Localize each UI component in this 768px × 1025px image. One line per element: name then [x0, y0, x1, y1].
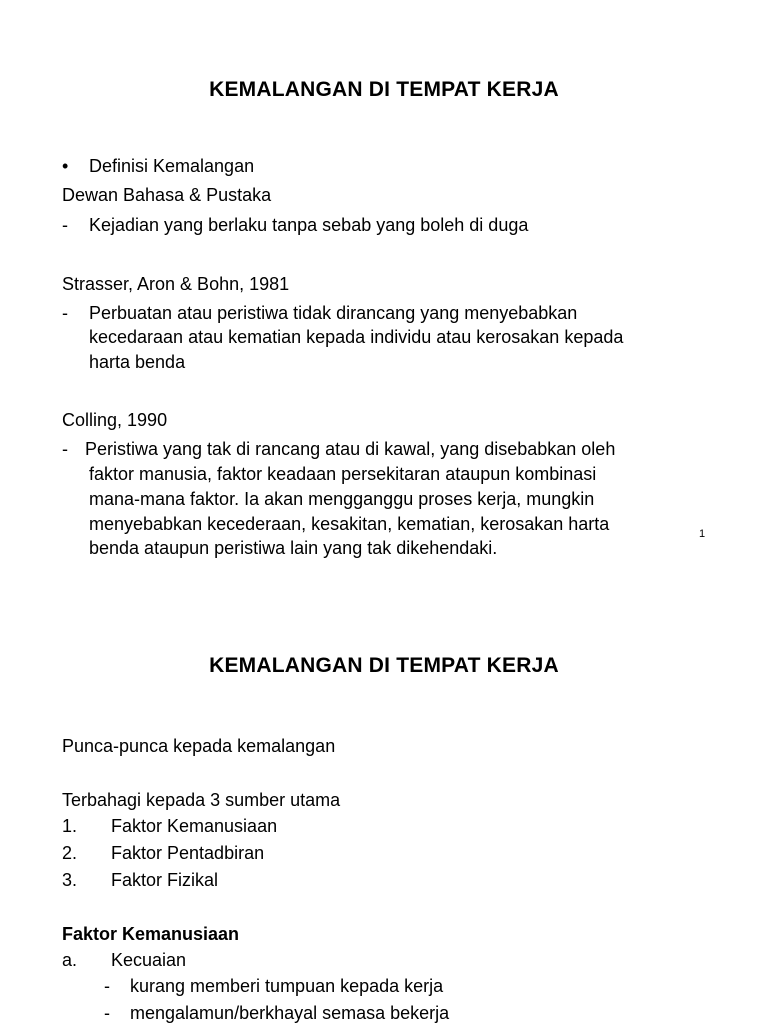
list-number: 3.: [62, 870, 78, 890]
item-text: Kecuaian: [111, 950, 187, 970]
list-number: 2.: [62, 843, 78, 863]
slide-title: KEMALANGAN DI TEMPAT KERJA: [209, 654, 559, 677]
source-colling: Colling, 1990: [62, 410, 168, 430]
sub-item: mengalamun/berkhayal semasa bekerja: [130, 1003, 450, 1023]
slide-title: KEMALANGAN DI TEMPAT KERJA: [209, 78, 559, 101]
item-letter: a.: [62, 950, 78, 970]
definition-strasser-line: harta benda: [89, 352, 186, 372]
dash-marker: -: [62, 215, 68, 235]
source-strasser: Strasser, Aron & Bohn, 1981: [62, 274, 290, 294]
bullet-text: Definisi Kemalangan: [89, 156, 255, 176]
section-heading: Faktor Kemanusiaan: [62, 924, 240, 944]
slide-2: [0, 600, 768, 1024]
definition-strasser-line: Perbuatan atau peristiwa tidak dirancang yang menyebabkan: [89, 303, 578, 323]
dash-marker: -: [62, 439, 68, 459]
definition-colling-line: Peristiwa yang tak di rancang atau di kawal, yang disebabkan oleh: [85, 439, 616, 459]
definition-colling-line: menyebabkan kecederaan, kesakitan, kematian, kerosakan harta: [89, 514, 610, 534]
source-dbp: Dewan Bahasa & Pustaka: [62, 185, 272, 205]
definition-dbp: Kejadian yang berlaku tanpa sebab yang boleh di duga: [89, 215, 529, 235]
list-item: Faktor Pentadbiran: [111, 843, 265, 863]
list-number: 1.: [62, 816, 78, 836]
dash-marker: -: [104, 976, 110, 996]
list-item: Faktor Fizikal: [111, 870, 219, 890]
sub-intro-text: Terbahagi kepada 3 sumber utama: [62, 790, 341, 810]
definition-strasser-line: kecedaraan atau kematian kepada individu atau kerosakan kepada: [89, 327, 624, 347]
definition-colling-line: benda ataupun peristiwa lain yang tak dikehendaki.: [89, 538, 498, 558]
bullet-symbol: •: [62, 156, 69, 176]
sub-item: kurang memberi tumpuan kepada kerja: [130, 976, 444, 996]
definition-colling-line: mana-mana faktor. Ia akan mengganggu proses kerja, mungkin: [89, 489, 595, 509]
list-item: Faktor Kemanusiaan: [111, 816, 278, 836]
dash-marker: -: [62, 303, 68, 323]
intro-text: Punca-punca kepada kemalangan: [62, 736, 336, 756]
dash-marker: -: [104, 1003, 110, 1023]
page-number: 1: [699, 528, 706, 540]
definition-colling-line: faktor manusia, faktor keadaan persekitaran ataupun kombinasi: [89, 464, 597, 484]
